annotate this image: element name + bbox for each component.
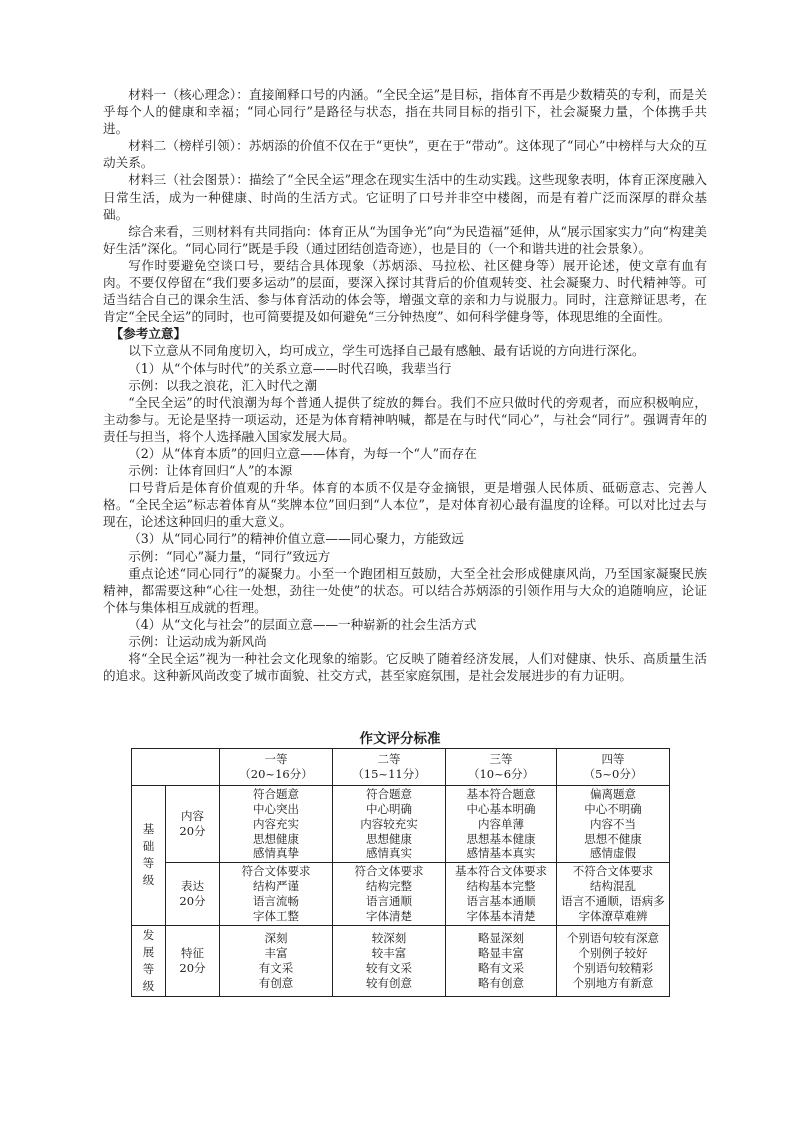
criterion: 语言通顺 bbox=[366, 894, 412, 909]
level-name: 二等 bbox=[377, 752, 401, 766]
row-points: 20分 bbox=[179, 824, 206, 839]
expression-label-cell bbox=[166, 863, 220, 926]
criterion: 深刻 bbox=[264, 931, 288, 946]
criterion: 较丰富 bbox=[371, 946, 407, 961]
idea-4-title: （4）从“文化与社会”的层面立意——一种崭新的社会生活方式 bbox=[128, 616, 477, 632]
idea-2-body: 口号背后是体育价值观的升华。体育的本质不仅是夺金摘银，更是增强人民体质、砥砺意志、完善人格。“全民全运”标志着体育从“奖牌本位”回归到“人本位”，是对体育初心最有温度的诠释。可以对比过去与现在，论述这种回归的重大意义。 bbox=[103, 480, 707, 530]
criterion: 个别地方有新意 bbox=[572, 975, 654, 990]
content-level-4-cell bbox=[557, 785, 670, 863]
row-points: 20分 bbox=[179, 894, 206, 909]
table-row bbox=[132, 925, 670, 996]
criterion: 基本符合文体要求 bbox=[455, 864, 547, 879]
idea-2-example: 示例：让体育回归“人”的本源 bbox=[128, 463, 293, 479]
criterion: 符合文体要求 bbox=[241, 864, 311, 879]
idea-3-title: （3）从“同心同行”的精神价值立意——同心聚力，方能致远 bbox=[128, 531, 464, 547]
group-char: 基 bbox=[142, 822, 155, 837]
feature-level-3-cell bbox=[446, 925, 557, 996]
criterion: 感情虚假 bbox=[590, 846, 636, 861]
criterion: 语言不通顺，语病多 bbox=[561, 894, 665, 909]
idea-1-title: （1）从“个体与时代”的关系立意——时代召唤，我辈当行 bbox=[128, 360, 452, 376]
idea-1-body: “全民全运”的时代浪潮为每个普通人提供了绽放的舞台。我们不应只做时代的旁观者，而应积极响应，主动参与。无论是坚持一项运动，还是为体育精神呐喊，都是在与时代“同心”，与社会“同行”。强调青年的责任与担当，将个人选择融入国家发展大局。 bbox=[103, 394, 707, 444]
level-name: 一等 bbox=[264, 752, 288, 766]
summary-paragraph: 综合来看，三则材料有共同指向：体育正从“为国争光”向“为民造福”延伸，从“展示国家实力”向“构建美好生活”深化。“同心同行”既是手段（通过团结创造奇迹），也是目的（一个和谐共进的社会景象）。 bbox=[103, 223, 707, 256]
criterion: 基本符合题意 bbox=[466, 786, 536, 801]
table-row bbox=[132, 785, 670, 863]
table-header-row bbox=[132, 749, 670, 786]
feature-label-cell bbox=[166, 925, 220, 996]
criterion: 较有文采 bbox=[366, 960, 412, 975]
criterion: 较深刻 bbox=[371, 931, 407, 946]
table-row bbox=[132, 863, 670, 926]
criterion: 内容充实 bbox=[253, 816, 299, 831]
criterion: 思想基本健康 bbox=[466, 831, 536, 846]
criterion: 符合题意 bbox=[253, 786, 299, 801]
group-char: 展 bbox=[142, 944, 155, 959]
header-level-2 bbox=[333, 749, 446, 786]
criterion: 结构严谨 bbox=[253, 879, 299, 894]
criterion: 略有创意 bbox=[478, 975, 524, 990]
criterion: 个别例子较好 bbox=[578, 946, 648, 961]
idea-3-example: 示例：“同心”凝力量，“同行”致远方 bbox=[128, 548, 331, 564]
idea-2-title: （2）从“体育本质”的回归立意——体育，为每一个“人”而存在 bbox=[128, 445, 477, 461]
idea-4-body: 将“全民全运”视为一种社会文化现象的缩影。它反映了随着经济发展，人们对健康、快乐、高质量生活的追求。这种新风尚改变了城市面貌、社交方式，甚至家庭氛围，是社会发展进步的有力证明。 bbox=[103, 651, 707, 684]
criterion: 有创意 bbox=[258, 975, 294, 990]
level-range: （20~16分） bbox=[239, 766, 313, 781]
criterion: 结构完整 bbox=[366, 879, 412, 894]
feature-level-2-cell bbox=[333, 925, 446, 996]
criterion: 个别语句较有深意 bbox=[567, 931, 659, 946]
group-char: 级 bbox=[142, 978, 155, 993]
criterion: 略显丰富 bbox=[478, 946, 524, 961]
group-char: 等 bbox=[142, 856, 155, 871]
criterion: 个别语句较精彩 bbox=[572, 960, 654, 975]
criterion: 字体潦草难辨 bbox=[578, 909, 648, 924]
group-char: 发 bbox=[142, 927, 155, 942]
criterion: 思想不健康 bbox=[584, 831, 642, 846]
row-label: 表达 bbox=[181, 879, 204, 894]
criterion: 略有文采 bbox=[478, 960, 524, 975]
criterion: 丰富 bbox=[264, 946, 288, 961]
criterion: 思想健康 bbox=[366, 831, 412, 846]
criterion: 中心基本明确 bbox=[466, 801, 536, 816]
level-name: 三等 bbox=[489, 752, 513, 766]
criterion: 符合文体要求 bbox=[354, 864, 424, 879]
criterion: 结构混乱 bbox=[590, 879, 636, 894]
scoring-table-title: 作文评分标准 bbox=[359, 731, 441, 747]
commentary-text bbox=[103, 86, 707, 684]
criterion: 内容单薄 bbox=[478, 816, 524, 831]
level-name: 四等 bbox=[601, 752, 625, 766]
expression-level-3-cell bbox=[446, 863, 557, 926]
reference-intro: 以下立意从不同角度切入，均可成立，学生可选择自己最有感触、最有话说的方向进行深化。 bbox=[128, 343, 645, 359]
criterion: 内容不当 bbox=[590, 816, 636, 831]
level-range: （5~0分） bbox=[583, 766, 643, 781]
criterion: 偏离题意 bbox=[590, 786, 636, 801]
header-level-4 bbox=[557, 749, 670, 786]
criterion: 中心不明确 bbox=[584, 801, 642, 816]
group-char: 等 bbox=[142, 961, 155, 976]
expression-level-2-cell bbox=[333, 863, 446, 926]
header-blank-cell bbox=[132, 749, 220, 786]
idea-3-body: 重点论述“同心同行”的凝聚力。小至一个跑团相互鼓励，大至全社会形成健康风尚，乃至国家凝聚民族精神，都需要这种“心往一处想，劲往一处使”的状态。可以结合苏炳添的引领作用与大众的追随响应，论证个体与集体相互成就的哲理。 bbox=[103, 565, 707, 615]
criterion: 不符合文体要求 bbox=[572, 864, 654, 879]
header-level-1 bbox=[220, 749, 333, 786]
criterion: 符合题意 bbox=[366, 786, 412, 801]
material-two-paragraph: 材料二（榜样引领）：苏炳添的价值不仅在于“更快”，更在于“带动”。这体现了“同心”中榜样与大众的互动关系。 bbox=[103, 138, 707, 171]
scoring-table bbox=[131, 748, 670, 997]
criterion: 字体基本清楚 bbox=[466, 909, 536, 924]
header-level-3 bbox=[446, 749, 557, 786]
group-char: 础 bbox=[142, 839, 155, 854]
content-label-cell bbox=[166, 785, 220, 863]
criterion: 有文采 bbox=[258, 960, 294, 975]
level-range: （10~6分） bbox=[467, 766, 535, 781]
reference-heading: 【参考立意】 bbox=[110, 326, 187, 342]
basic-level-group-cell bbox=[132, 785, 166, 925]
criterion: 语言基本通顺 bbox=[466, 894, 536, 909]
criterion: 略显深刻 bbox=[478, 931, 524, 946]
material-three-paragraph: 材料三（社会图景）：描绘了“全民全运”理念在现实生活中的生动实践。这些现象表明，体育正深度融入日常生活，成为一种健康、时尚的生活方式。它证明了口号并非空中楼阁，而是有着广泛而深厚的群众基础。 bbox=[103, 172, 707, 222]
criterion: 感情基本真实 bbox=[466, 846, 536, 861]
criterion: 中心突出 bbox=[253, 801, 299, 816]
level-range: （15~11分） bbox=[352, 766, 426, 781]
criterion: 感情真实 bbox=[366, 846, 412, 861]
content-level-3-cell bbox=[446, 785, 557, 863]
criterion: 语言流畅 bbox=[253, 894, 299, 909]
criterion: 字体工整 bbox=[253, 909, 299, 924]
content-level-1-cell bbox=[220, 785, 333, 863]
row-points: 20分 bbox=[179, 960, 206, 975]
content-level-2-cell bbox=[333, 785, 446, 863]
criterion: 结构基本完整 bbox=[466, 879, 536, 894]
group-char: 级 bbox=[142, 873, 155, 888]
idea-4-example: 示例：让运动成为新风尚 bbox=[128, 634, 267, 649]
criterion: 内容较充实 bbox=[360, 816, 418, 831]
expression-level-4-cell bbox=[557, 863, 670, 926]
idea-1-example: 示例：以我之浪花，汇入时代之潮 bbox=[128, 377, 318, 393]
development-level-group-cell bbox=[132, 925, 166, 996]
writing-advice-paragraph: 写作时要避免空谈口号，要结合具体现象（苏炳添、马拉松、社区健身等）展开论述，使文章有血有肉。不要仅停留在“我们要多运动”的层面，要深入探讨其背后的价值观转变、社会凝聚力、时代精神等。可适当结合自己的课余生活、参与体育活动的体会等，增强文章的亲和力与说服力。同时，注意辩证思考，在肯定“全民全运”的同时，也可简要提及如何避免“三分钟热度”、如何科学健身等，体现思维的全面性。 bbox=[103, 257, 707, 325]
criterion: 思想健康 bbox=[253, 831, 299, 846]
expression-level-1-cell bbox=[220, 863, 333, 926]
row-label: 特征 bbox=[181, 946, 204, 961]
material-one-paragraph: 材料一（核心理念）：直接阐释口号的内涵。“全民全运”是目标，指体育不再是少数精英的专利，而是关乎每个人的健康和幸福；“同心同行”是路径与状态，指在共同目标的指引下，社会凝聚力量，个体携手共进。 bbox=[103, 87, 707, 137]
row-label: 内容 bbox=[181, 809, 204, 824]
criterion: 感情真挚 bbox=[253, 846, 299, 861]
criterion: 字体清楚 bbox=[366, 909, 412, 924]
criterion: 中心明确 bbox=[366, 801, 412, 816]
feature-level-1-cell bbox=[220, 925, 333, 996]
criterion: 较有创意 bbox=[366, 975, 412, 990]
feature-level-4-cell bbox=[557, 925, 670, 996]
